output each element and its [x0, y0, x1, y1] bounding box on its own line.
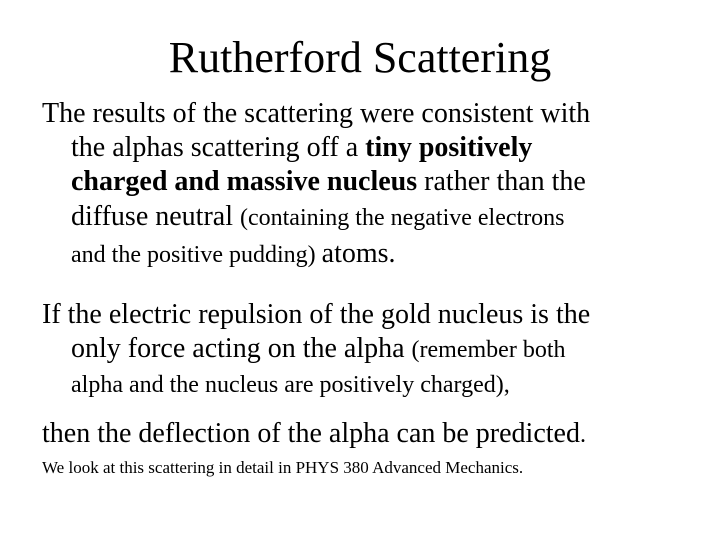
paragraph-line: [42, 417, 692, 452]
period-text: .: [579, 422, 586, 448]
parenthetical-text: (remember both: [411, 337, 566, 363]
emphasis-text: charged and massive nucleus: [71, 166, 418, 197]
text: atoms.: [321, 238, 396, 269]
paragraph-line: [42, 236, 692, 273]
paragraph-repulsion: [42, 298, 692, 402]
slide-title: Rutherford Scattering: [168, 33, 552, 82]
text: the alphas scattering off a: [71, 132, 366, 163]
parenthetical-text: (containing the negative electrons: [239, 205, 565, 231]
paragraph-results: [42, 97, 692, 273]
text: rather than the: [417, 166, 586, 197]
paragraph-prediction: [42, 417, 692, 452]
footnote: We look at this scattering in detail in PHYS 380 Advanced Mechanics.: [42, 458, 524, 477]
parenthetical-text: alpha and the nucleus are positively charged),: [71, 372, 510, 398]
text: only force acting on the alpha: [71, 333, 412, 364]
paragraph-line: [42, 131, 692, 165]
text: diffuse neutral: [71, 201, 240, 232]
paragraph-line: [42, 298, 692, 332]
paragraph-line: [42, 367, 692, 402]
paragraph-line: [42, 199, 692, 236]
parenthetical-text: and the positive pudding): [71, 242, 322, 268]
text: If the electric repulsion of the gold nucleus is the: [42, 299, 591, 330]
paragraph-line: [42, 97, 692, 131]
emphasis-text: tiny positively: [365, 132, 533, 163]
paragraph-line: [42, 332, 692, 367]
text: The results of the scattering were consistent with: [42, 98, 591, 129]
paragraph-line: [42, 165, 692, 199]
text: then the deflection of the alpha can be predicted: [42, 418, 580, 449]
